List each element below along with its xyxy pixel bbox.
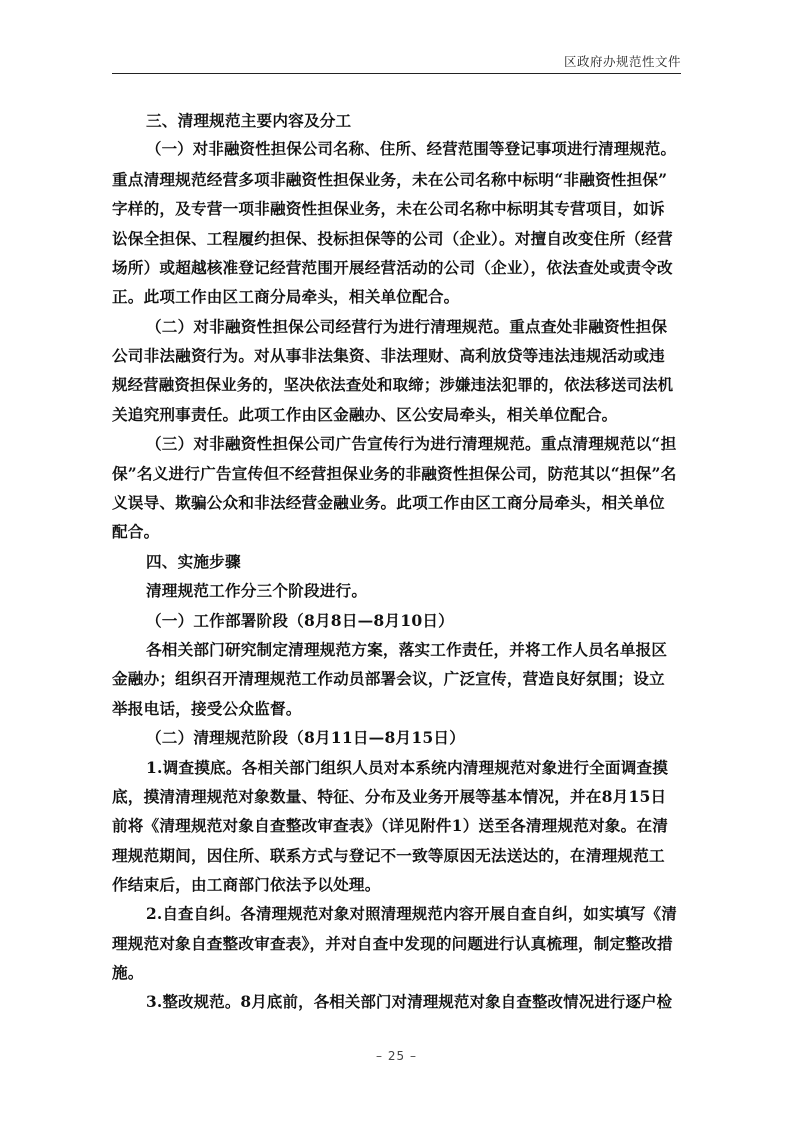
text-line: 义误导、欺骗公众和非法经营金融业务。此项工作由区工商分局牵头，相关单位 xyxy=(112,493,665,513)
text-line: 施。 xyxy=(112,963,144,983)
text-line: 场所）或超越核准登记经营范围开展经营活动的公司（企业），依法查处或责令改 xyxy=(112,257,673,277)
text-line: 规经营融资担保业务的，坚决依法查处和取缔；涉嫌违法犯罪的，依法移送司法机 xyxy=(112,375,674,394)
text-line: 理规范期间，因住所、联系方式与登记不一致等原因无法送达的，在清理规范工 xyxy=(112,845,665,865)
text-line: （一）对非融资性担保公司名称、住所、经营范围等登记事项进行清理规范。 xyxy=(146,140,677,159)
text-line: 三、清理规范主要内容及分工 xyxy=(146,111,352,130)
text-line: 理规范对象自查整改审查表》，并对自查中发现的问题进行认真梳理，制定整改措 xyxy=(112,933,673,953)
text-line: （二）对非融资性担保公司经营行为进行清理规范。重点查处非融资性担保 xyxy=(146,316,668,336)
text-line: 3.整改规范。8月底前，各相关部门对清理规范对象自查整改情况进行逐户检 xyxy=(146,992,673,1011)
text-line: 底，摸清清理规范对象数量、特征、分布及业务开展等基本情况，并在8月15日 xyxy=(112,786,667,806)
text-line: 保”名义进行广告宣传但不经营担保业务的非融资性担保公司，防范其以“担保”名 xyxy=(112,463,677,483)
text-line: 1.调查摸底。各相关部门组织人员对本系统内清理规范对象进行全面调查摸 xyxy=(146,757,669,777)
text-line: （一）工作部署阶段（8月8日—8月10日） xyxy=(146,610,454,630)
header-rule xyxy=(112,73,681,74)
text-line: 四、实施步骤 xyxy=(146,551,241,571)
text-line: 前将《清理规范对象自查整改审查表》（详见附件1）送至各清理规范对象。在清 xyxy=(112,816,669,836)
text-line: 清理规范工作分三个阶段进行。 xyxy=(146,581,368,601)
text-line: 讼保全担保、工程履约担保、投标担保等的公司（企业）。对擅自改变住所（经营 xyxy=(112,228,673,248)
text-line: 字样的，及专营一项非融资性担保业务，未在公司名称中标明其专营项目，如诉 xyxy=(112,199,665,219)
text-line: 2.自查自纠。各清理规范对象对照清理规范内容开展自查自纠，如实填写《清 xyxy=(146,904,677,923)
text-line: 举报电话，接受公众监督。 xyxy=(112,698,302,718)
page-number: – 25 – xyxy=(376,1049,417,1063)
text-line: 作结束后，由工商部门依法予以处理。 xyxy=(112,875,381,895)
text-line: （二）清理规范阶段（8月11日—8月15日） xyxy=(146,728,466,748)
document-body xyxy=(112,106,678,1017)
text-line: 关追究刑事责任。此项工作由区金融办、区公安局牵头，相关单位配合。 xyxy=(112,404,618,424)
text-line: 金融办；组织召开清理规范工作动员部署会议，广泛宣传，营造良好氛围；设立 xyxy=(112,669,665,689)
text-line: 正。此项工作由区工商分局牵头，相关单位配合。 xyxy=(112,287,460,307)
text-line: 公司非法融资行为。对从事非法集资、非法理财、高利放贷等违法违规活动或违 xyxy=(112,346,665,366)
header-title: 区政府办规范性文件 xyxy=(563,54,681,69)
text-line: 配合。 xyxy=(112,522,160,542)
text-line: 重点清理规范经营多项非融资性担保业务，未在公司名称中标明“非融资性担保” xyxy=(112,169,668,189)
text-line: 各相关部门研究制定清理规范方案，落实工作责任，并将工作人员名单报区 xyxy=(146,640,668,660)
text-line: （三）对非融资性担保公司广告宣传行为进行清理规范。重点清理规范以“担 xyxy=(146,434,677,454)
page-header xyxy=(0,0,793,80)
